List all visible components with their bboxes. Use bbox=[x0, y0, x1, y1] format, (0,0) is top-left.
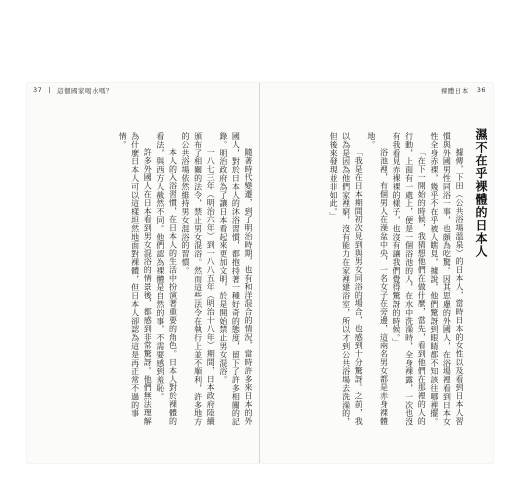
page-gutter bbox=[259, 83, 260, 463]
left-running-title: 這個國家喝水嗎？ bbox=[56, 87, 113, 95]
left-page-number: 37 bbox=[33, 86, 43, 94]
right-page-header bbox=[441, 86, 486, 95]
right-paragraph: 浴池裡，有個男人在澡盆中央，一名女子在旁邊，這兩名男女都是赤身裸體地。 bbox=[366, 132, 389, 426]
header-separator: | bbox=[48, 86, 51, 94]
right-paragraph: 「我是在日本期間初次見到與男女同浴的場合，也感到十分驚訝。之前，我以為是因為他們家裡窮，沒有能力在家裡建浴室，所以才到公共浴場去洗澡的，但後來發現並非如此。」 bbox=[329, 132, 364, 426]
left-page-body bbox=[64, 132, 254, 432]
left-paragraph: 本人的入浴習慣，在日本人的生活中扮演著重要的角色。日本人對於裸體的看法，與西方人截然不同。他們認為裸體是自然的事，不需要感到羞恥。 bbox=[155, 132, 178, 426]
right-running-title: 裸體日本 bbox=[440, 87, 469, 95]
chapter-title: 濕不在乎裸體的日本人 bbox=[474, 128, 488, 258]
right-page-body bbox=[270, 132, 465, 432]
left-paragraph: 許多外國人在日本看到男女混浴的情景後，都感到非常驚訝。他們無法理解為什麼日本人可以這樣坦然地面對裸體，但日本人卻認為這是再正常不過的事情。 bbox=[118, 132, 153, 426]
right-page-number: 36 bbox=[476, 86, 486, 94]
right-paragraph: 「在下一開始的時候，我猜想他們在做什麼，當先，看到他們在那裡的人的行動，上面有一處上，便是一個浴池的人，在水中洗澡時，全身裸露，一次也沒有我看見赤裸裸的樣子，也沒有讓我們覺得驚訝的時候。」 bbox=[392, 132, 427, 426]
left-paragraph: 一八七三年（明治六年）到一八八五年（明治十八年）期間，日本政府陸續頒布了相關的法令，禁止男女混浴。然而這些法令在執行上並不順利，許多地方的公共浴場依然維持男女混浴的習慣。 bbox=[181, 132, 216, 426]
left-page-header bbox=[33, 86, 113, 95]
left-paragraph: 隨著時代變遷，到了明治時期，也有和洋混合的情況，當時許多來日本的外國人，對於日本人的沐浴習慣，都抱持著一種好奇的態度，留下了許多相關的記錄。明治政府為了讓日本看起來更加文明，於是開始禁止男女混浴。 bbox=[218, 132, 253, 426]
right-paragraph: 據傳，下田（公共浴場溫泉）的日本人，當時日本的女性以及看到日本人習慣與外國男性同浴一事，也頗為吃驚。因其思慮的外國人，在浴場裡看到日本女性全身赤裸，幾乎不在乎被人瞧見，據說，他們驚訝到眼睛都不知該往哪裡擺。 bbox=[429, 132, 464, 426]
